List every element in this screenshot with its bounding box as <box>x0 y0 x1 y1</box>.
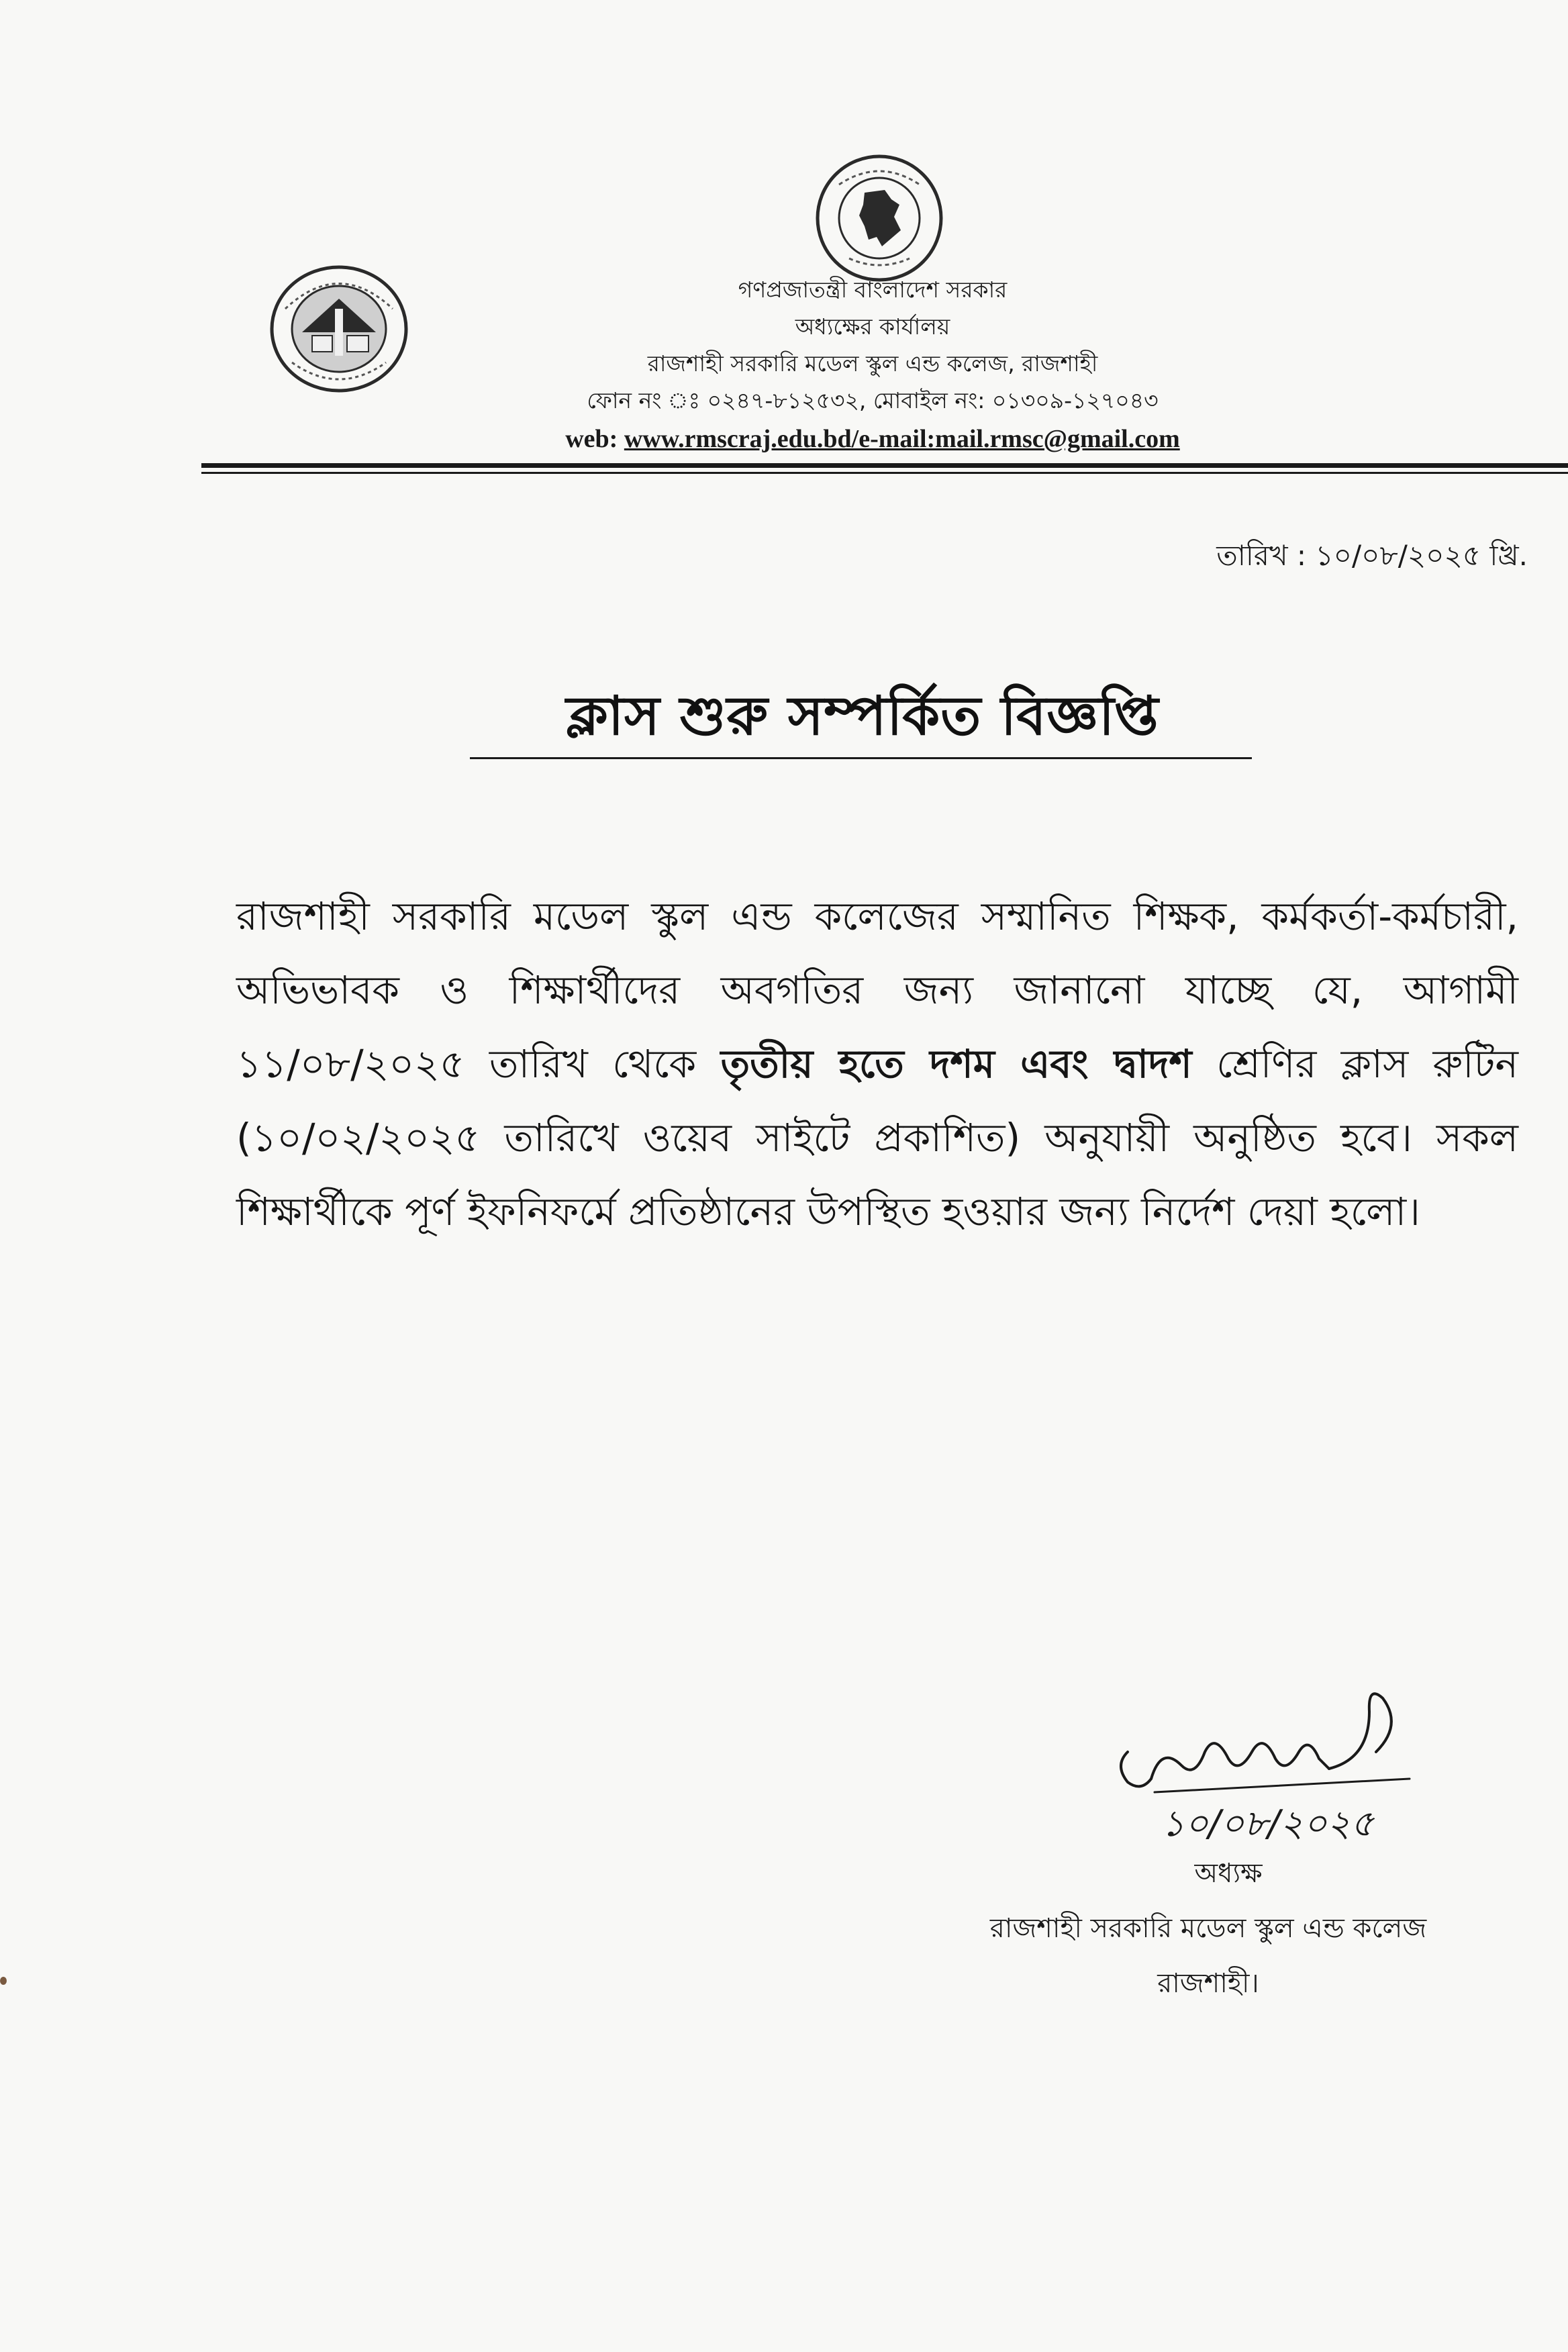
title-underline <box>470 757 1252 759</box>
institution-name: রাজশাহী সরকারি মডেল স্কুল এন্ড কলেজ, রাজশাহী <box>647 350 1098 377</box>
signer-title: অধ্যক্ষ <box>1194 1858 1263 1889</box>
handwritten-date: ১০/০৮/২০২৫ <box>1161 1802 1375 1845</box>
body-part-2: শ্রেণির ক্লাস রুটিন (১০/০২/২০২৫ তারিখে ওয়েব সাইটে প্রকাশিত) অনুযায়ী অনুষ্ঠিত হবে। সকল শিক্ষার্থীকে পূর্ণ ইফনিফর্মে প্রতিষ্ঠানের উপস্থিত হওয়ার জন্য নির্দেশ দেয়া হলো। <box>236 1041 1518 1234</box>
contact-phone: ফোন নং ঃ ০২৪৭-৮১২৫৩২, মোবাইল নং: ০১৩০৯-১২৭০৪৩ <box>587 387 1159 413</box>
paper-edge-mark <box>0 1977 7 1985</box>
school-crest-icon <box>265 262 413 396</box>
web-email-link[interactable]: www.rmscraj.edu.bd/e-mail:mail.rmsc@gmail.com <box>624 425 1180 453</box>
notice-body <box>236 879 1518 1248</box>
header-rule-thin <box>201 472 1568 474</box>
header-rule-thick <box>201 463 1568 468</box>
bangladesh-government-seal-icon <box>812 151 946 285</box>
office-name: অধ্যক্ষের কার্যালয় <box>795 313 950 340</box>
web-prefix: web: <box>565 425 624 453</box>
signer-city: রাজশাহী। <box>1157 1968 1259 1999</box>
body-part-1: রাজশাহী সরকারি মডেল স্কুল এন্ড কলেজের সম্মানিত শিক্ষক, কর্মকর্তা-কর্মচারী, অভিভাবক ও শিক্ষার্থীদের অবগতির জন্য জানানো যাচ্ছে যে, আগামী ১১/০৮/২০২৫ তারিখ থেকে <box>236 893 1518 1087</box>
signer-institution: রাজশাহী সরকারি মডেল স্কুল এন্ড কলেজ <box>989 1913 1427 1944</box>
handwritten-signature <box>1087 1658 1463 1853</box>
body-bold-classes: তৃতীয় হতে দশম এবং দ্বাদশ <box>720 1041 1192 1087</box>
government-name: গণপ্রজাতন্ত্রী বাংলাদেশ সরকার <box>738 277 1008 303</box>
letterhead <box>430 279 1316 467</box>
signer-block <box>906 1846 1510 2011</box>
notice-date: তারিখ : ১০/০৮/২০২৫ খ্রি. <box>1216 539 1528 572</box>
web-email-line <box>430 426 1316 452</box>
notice-title: ক্লাস শুরু সম্পর্কিত বিজ্ঞপ্তি <box>566 685 1159 747</box>
